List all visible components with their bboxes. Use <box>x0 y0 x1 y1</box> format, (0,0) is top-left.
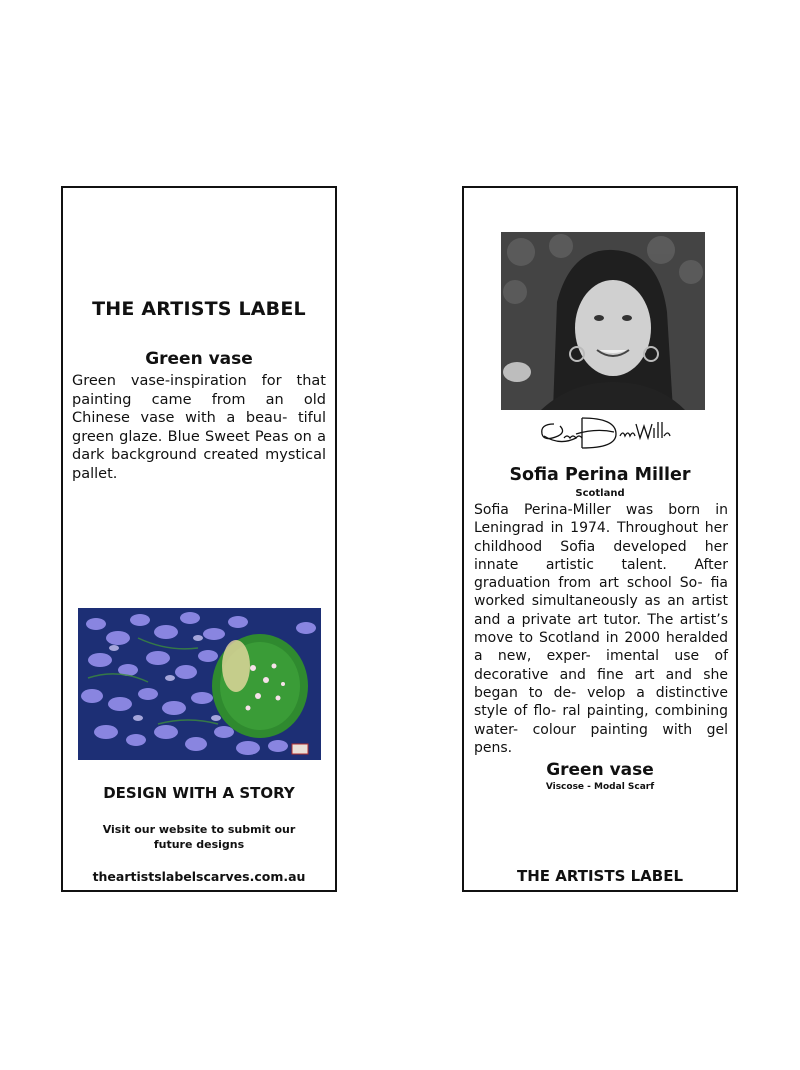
artist-name: Sofia Perina Miller <box>509 465 691 485</box>
artist-country: Scotland <box>575 488 625 499</box>
product-material: Viscose - Modal Scarf <box>545 782 655 792</box>
tagline: DESIGN WITH A STORY <box>103 784 295 802</box>
brand-title: THE ARTISTS LABEL <box>92 298 306 320</box>
brand-title: THE ARTISTS LABEL <box>516 867 684 885</box>
website-link[interactable]: theartistslabelscarves.com.au <box>92 869 306 884</box>
design-title: Green vase <box>145 349 253 369</box>
product-name: Green vase <box>546 760 654 780</box>
visit-website-text: Visit our website to submit our future designs <box>102 823 296 851</box>
design-description: Green vase-inspiration for that painting came from an old Chinese vase with a beau- tiful green glaze. Blue Sweet Peas on a dark background created mystical pallet. <box>72 373 326 482</box>
left-label-card <box>61 186 337 892</box>
sweet-peas-painting-icon <box>78 608 321 760</box>
right-label-card <box>462 186 738 892</box>
artist-bio: Sofia Perina-Miller was born in Leningrad in 1974. Throughout her childhood Sofia developed her innate artistic talent. After graduation from art school So- fia worked simultaneously as an artist and a private art tutor. The artist’s move to Scotland in 2000 heralded a new, exper- imental use of decorative and fine art and she began to de- velop a distinctive style of flo- ral painting, combining water- colour painting with gel pens. <box>474 502 728 756</box>
artist-signature-icon <box>536 412 672 454</box>
artist-portrait-icon <box>501 232 705 410</box>
